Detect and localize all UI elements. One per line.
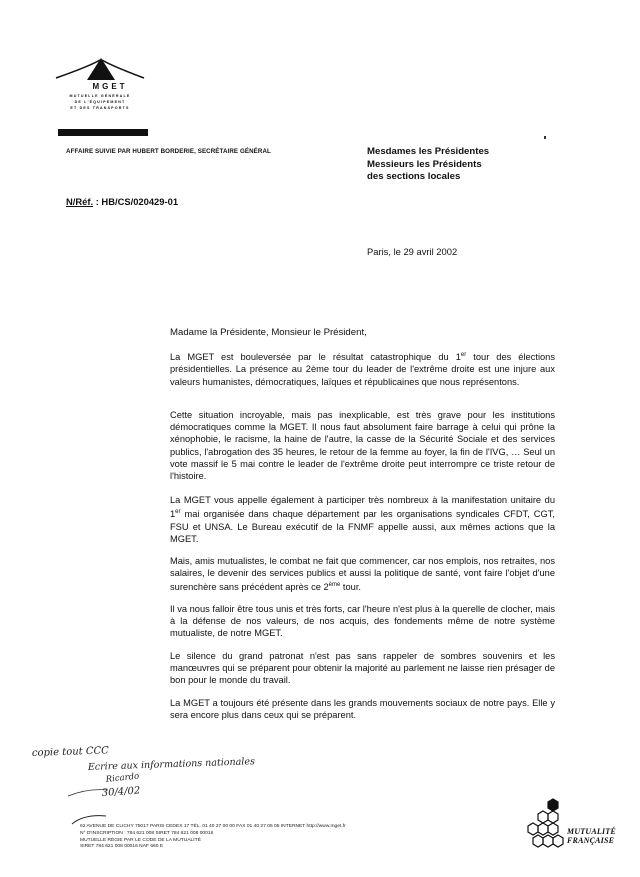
handwriting-line: Ecrire aux informations nationales (87, 756, 256, 773)
paragraph (170, 349, 555, 388)
paragraph-text: Il va nous falloir être tous unis et très forts, car l'heure n'est plus à la querelle de clocher, mais à la défense de nos valeurs, de nos acquis, des fondements même de notre système mutualiste, de notre MGET. (170, 604, 555, 639)
logo-bar (58, 129, 148, 136)
paragraph (170, 697, 555, 721)
paragraph-text: tour des élections présidentielles. La présence au 2ème tour du leader de l'extrême droite est une injure aux valeurs humanistes, démocratiques, laïques et républicaines que nous représentons. (170, 352, 556, 387)
paragraph-text: La MGET a toujours été présente dans les grands mouvements sociaux de notre pays. Elle y sera encore plus dans ceux qui se préparent. (170, 698, 555, 721)
mutualite-francaise-logo (525, 797, 615, 857)
mget-logo (50, 52, 150, 142)
logo-subtitle-line: MUTUELLE GÉNÉRALE (69, 94, 131, 98)
handwritten-annotation (28, 744, 448, 804)
letter-date: Paris, le 29 avril 2002 (367, 246, 458, 257)
handwriting-line: copie tout CCC (31, 745, 110, 759)
mutualite-line: FRANÇAISE (567, 836, 615, 845)
paragraph-text: Le silence du grand patronat n'est pas sans rappeler de sombres souvenirs et les manœuvres qui se préparent pour obtenir la majorité au parlement ne laisse rien présager de bon pour le monde du travail. (170, 651, 555, 686)
footer-address (80, 824, 500, 851)
paragraph-text: Cette situation incroyable, mais pas inexplicable, est très grave pour les institutions démocratiques comme la MGET. Il nous faut absolument faire barrage à celui qui prône la xénophobie, le racisme, la haine de l'autre, la casse de la Sécurité Sociale et des services publics, l'abrogation des 35 heures, le retour de la femme au foyer, la fin de l'IVG, … Seul un vote massif le 5 mai contre le leader de l'extrême droite peut interrompre ce triste retour de l'histoire. (170, 410, 555, 482)
paragraph (170, 409, 555, 482)
logo-subtitle-line: ET DES TRANSPORTS (70, 105, 130, 110)
paragraph-text: La MGET vous appelle également à participer très nombreux à la manifestation unitaire du 1 (170, 495, 555, 520)
superscript: ème (328, 582, 341, 589)
affair-followed-by: AFFAIRE SUIVIE PAR HUBERT BORDERIE, SECRÉTAIRE GÉNÉRAL (66, 148, 271, 155)
footer-line: 62 AVENUE DE CLICHY 75017 PARIS CEDEX 17 TÉL. 01 40 27 00 00 FAX 01 40 27 05 05 INTERNET http://www.mget.fr (80, 824, 346, 829)
handwriting-line: Ricardo (105, 771, 140, 785)
paragraph (170, 494, 555, 545)
mutualite-line: MUTUALITÉ (567, 827, 616, 836)
footer-line: MUTUELLE RÉGIE PAR LE CODE DE LA MUTUALITÉ (80, 837, 201, 843)
mutualite-text (567, 827, 616, 845)
paragraph-text: La MGET est bouleversée par le résultat catastrophique du 1 (170, 352, 461, 363)
logo-name: MGET (92, 82, 128, 91)
paragraph-text: tour. (340, 582, 362, 593)
paragraph (170, 603, 555, 640)
reference-value: : HB/CS/020429-01 (95, 196, 179, 207)
scan-mark (544, 136, 546, 139)
paragraph (170, 555, 555, 594)
salutation: Madame la Présidente, Monsieur le Président, (170, 327, 367, 338)
superscript: er (175, 509, 181, 516)
paragraph-text: mai organisée dans chaque département par les organisations syndicales CFDT, CGT, FSU et UNSA. Le Bureau exécutif de la FNMF appelle aussi, aux mêmes actions que la MGET. (170, 509, 555, 544)
recipient-line: des sections locales (367, 171, 461, 182)
paragraph-text: Mais, amis mutualistes, le combat ne fait que commencer, car nos emplois, nos retraites, nos salaires, le devenir des services publics et aussi la politique de santé, vont faire l'objet d'une surenchère sans précédent après ce 2 (170, 556, 555, 593)
superscript: er (460, 352, 467, 358)
logo-subtitle-line: DE L'ÉQUIPEMENT (74, 99, 126, 104)
footer-line: SIRET 784 621 008 00016 NAF 660 E (80, 844, 164, 850)
paragraph (170, 650, 555, 687)
recipient-line: Mesdames les Présidentes (367, 146, 490, 157)
reference (66, 196, 178, 207)
recipient-block (367, 146, 489, 184)
recipient-line: Messieurs les Présidents (367, 158, 482, 170)
logo-subtitle (58, 94, 142, 111)
reference-label: N/Réf. (66, 196, 94, 207)
footer-line: N° D'INSCRIPTION : 784 621 008 SIRET 784 621 008 00016 (80, 830, 214, 836)
handwriting-line: 30/4/02 (101, 785, 141, 799)
hexagon-cluster-icon (525, 797, 571, 857)
